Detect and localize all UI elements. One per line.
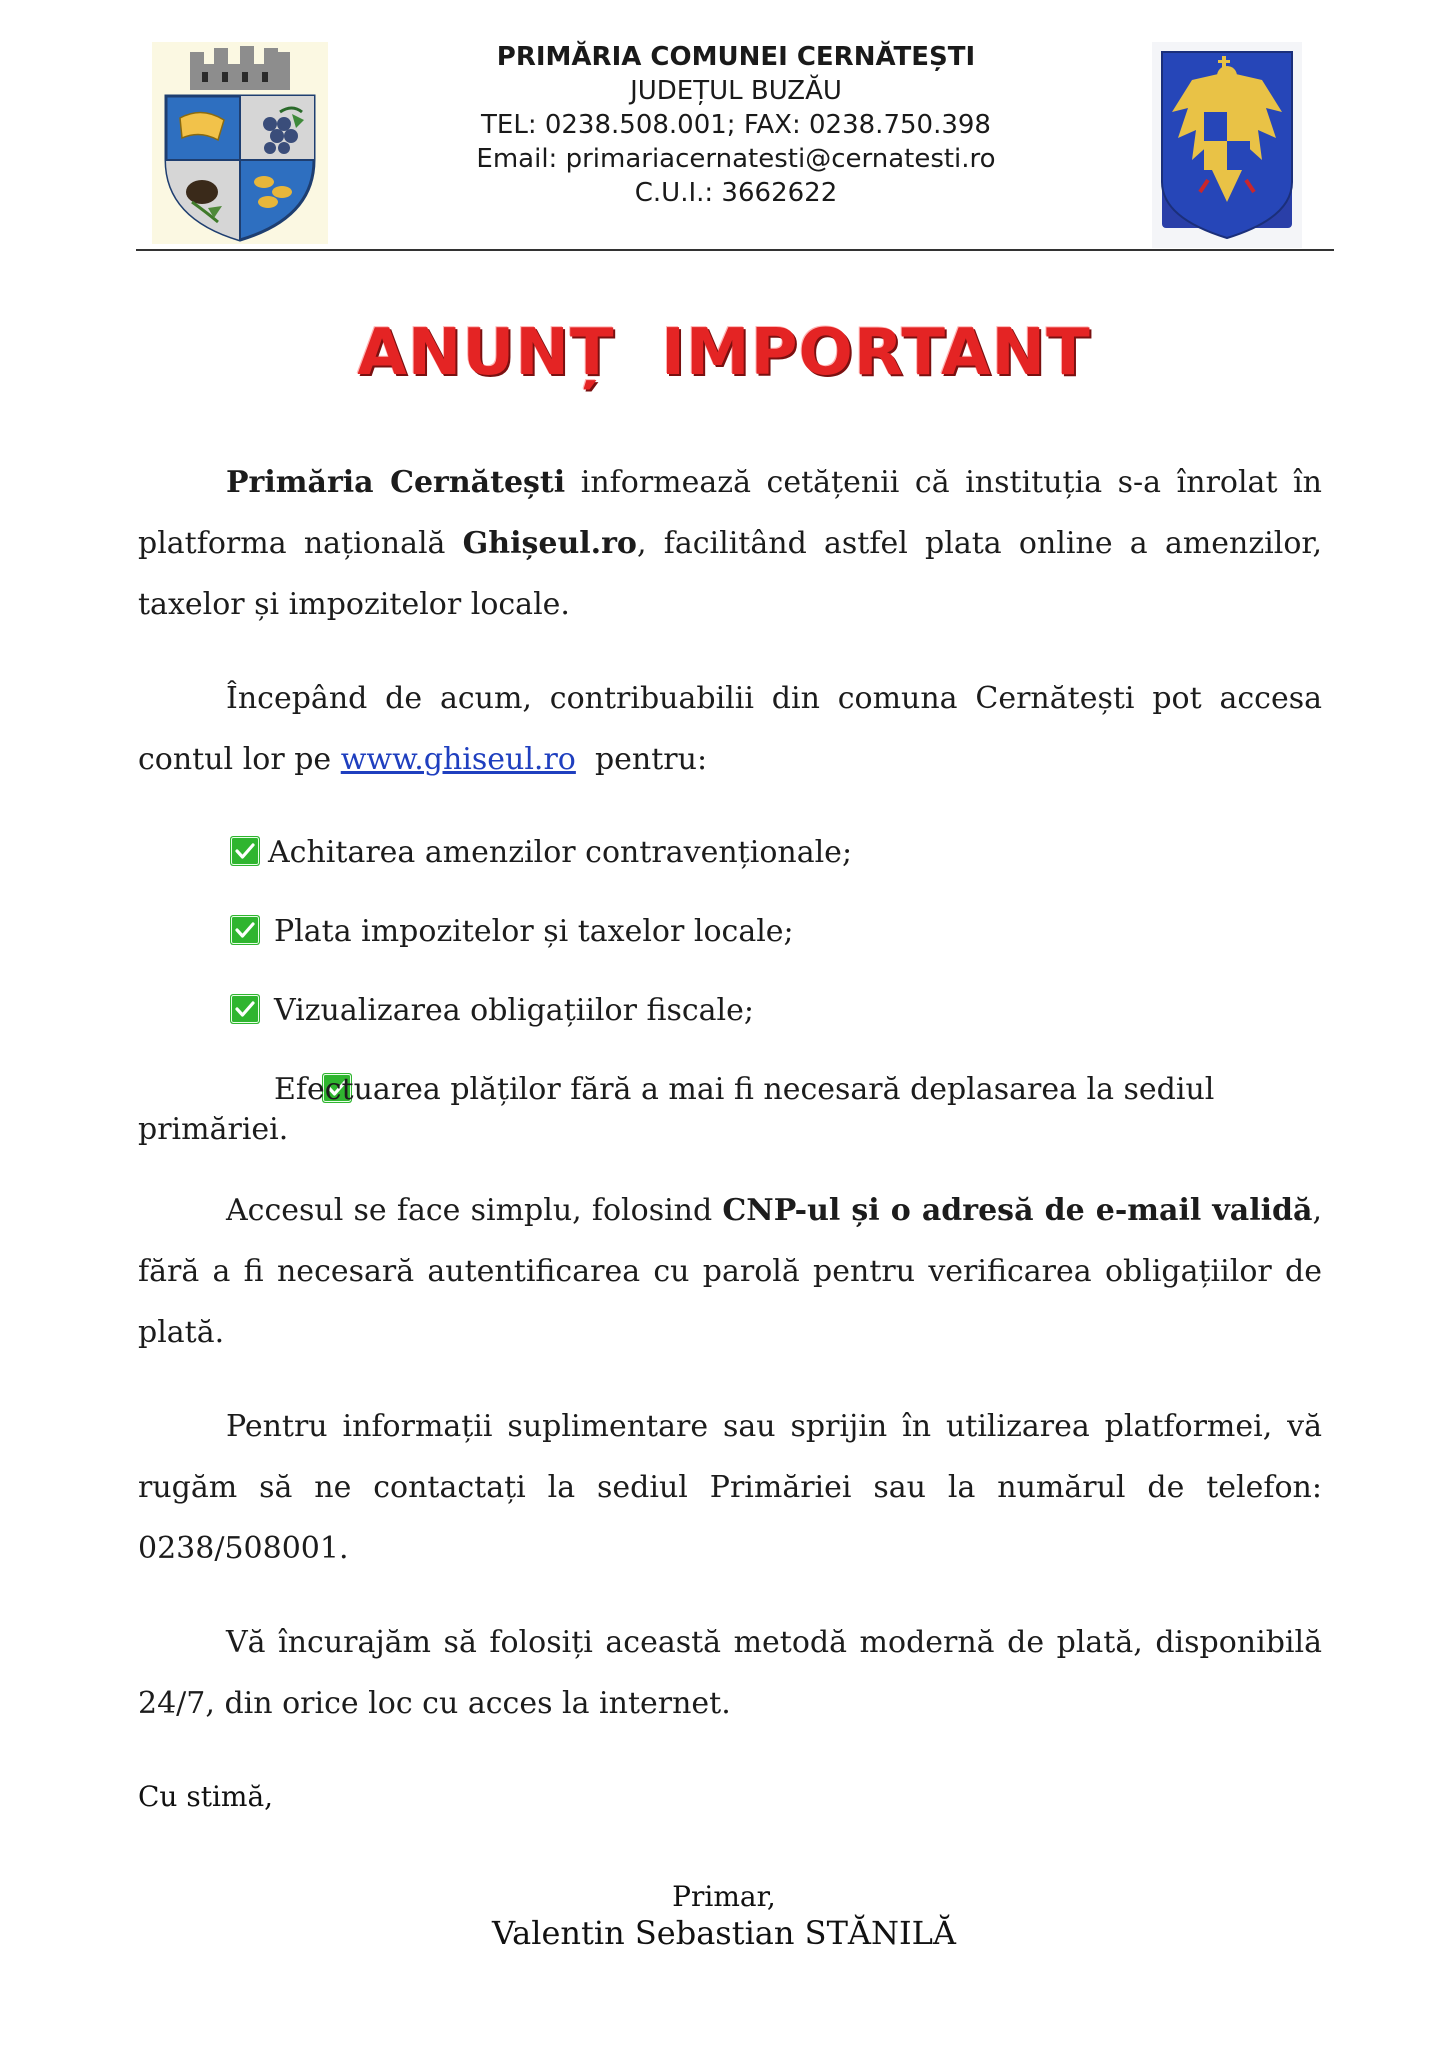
paragraph-text: Vă încurajăm să folosiți această metodă modernă de plată, disponibilă 24/7, din orice loc cu acces la internet. [138,1625,1322,1721]
signature-name: Valentin Sebastian STĂNILĂ [491,1914,957,1952]
commune-coat-of-arms-icon [152,42,328,244]
paragraph-text-a: informează cetățenii că instituția s-a înrolat în platforma națională [138,465,1322,561]
institution-details [366,40,1106,210]
letterhead [136,38,1334,248]
institution-name: PRIMĂRIA COMUNEI CERNĂTEȘTI [496,42,976,72]
checklist-item [230,991,754,1031]
checklist-item-label: Plata impozitelor și taxelor locale; [274,914,794,949]
paragraph-encouragement [138,1612,1322,1734]
paragraph-contact-info [138,1396,1322,1579]
bold-platform: Ghișeul.ro [462,526,637,561]
checklist-item-label: Efectuarea plăților fără a mai fi necesară deplasarea la sediul primăriei. [138,1072,1215,1147]
announcement-title: ANUNȚ IMPORTANT [357,316,1091,390]
paragraph-text-b: , fără a fi necesară autentificarea cu parolă pentru verificarea obligațiilor de plată. [138,1193,1322,1350]
paragraph-text-a: Accesul se face simplu, folosind [226,1193,723,1228]
paragraph-text [138,1180,1322,1363]
check-mark-icon [230,836,260,866]
paragraph-text-b: pentru: [575,742,708,777]
closing-salutation: Cu stimă, [138,1780,274,1813]
checklist-item [230,912,794,952]
romania-coat-of-arms-icon [1152,42,1302,248]
check-mark-icon [230,1073,260,1103]
signature-role: Primar, [672,1880,776,1913]
paragraph-ghiseul-enrolment [138,452,1322,635]
ghiseul-link[interactable]: www.ghiseul.ro [340,742,576,777]
phone-fax: TEL: 0238.508.001; FAX: 0238.750.398 [481,110,991,140]
paragraph-text [138,452,1322,635]
checklist-item-label: Vizualizarea obligațiilor fiscale; [274,993,755,1028]
checklist-item [230,833,852,873]
paragraph-access-method [138,1180,1322,1363]
paragraph-text [138,668,1322,790]
checklist-item [138,1070,1322,1150]
email-address: Email: primariacernatesti@cernatesti.ro [476,144,996,174]
paragraph-text: Pentru informații suplimentare sau sprijin în utilizarea platformei, vă rugăm să ne contactați la sediul Primăriei sau la numărul de telefon: 0238/508001. [138,1409,1322,1566]
county-name: JUDEȚUL BUZĂU [630,76,842,106]
paragraph-text-a: Începând de acum, contribuabilii din comuna Cernătești pot accesa contul lor pe [138,681,1322,777]
paragraph-access-account [138,668,1322,790]
fiscal-code: C.U.I.: 3662622 [634,178,838,208]
bold-municipality: Primăria Cernătești [226,465,566,500]
bold-credentials: CNP-ul și o adresă de e-mail validă [722,1193,1313,1228]
header-divider [136,249,1334,251]
check-mark-icon [230,994,260,1024]
checklist-item-label: Achitarea amenzilor contravenționale; [268,835,853,870]
paragraph-text-b: , facilitând astfel plata online a amenzilor, taxelor și impozitelor locale. [138,526,1322,622]
check-mark-icon [230,915,260,945]
